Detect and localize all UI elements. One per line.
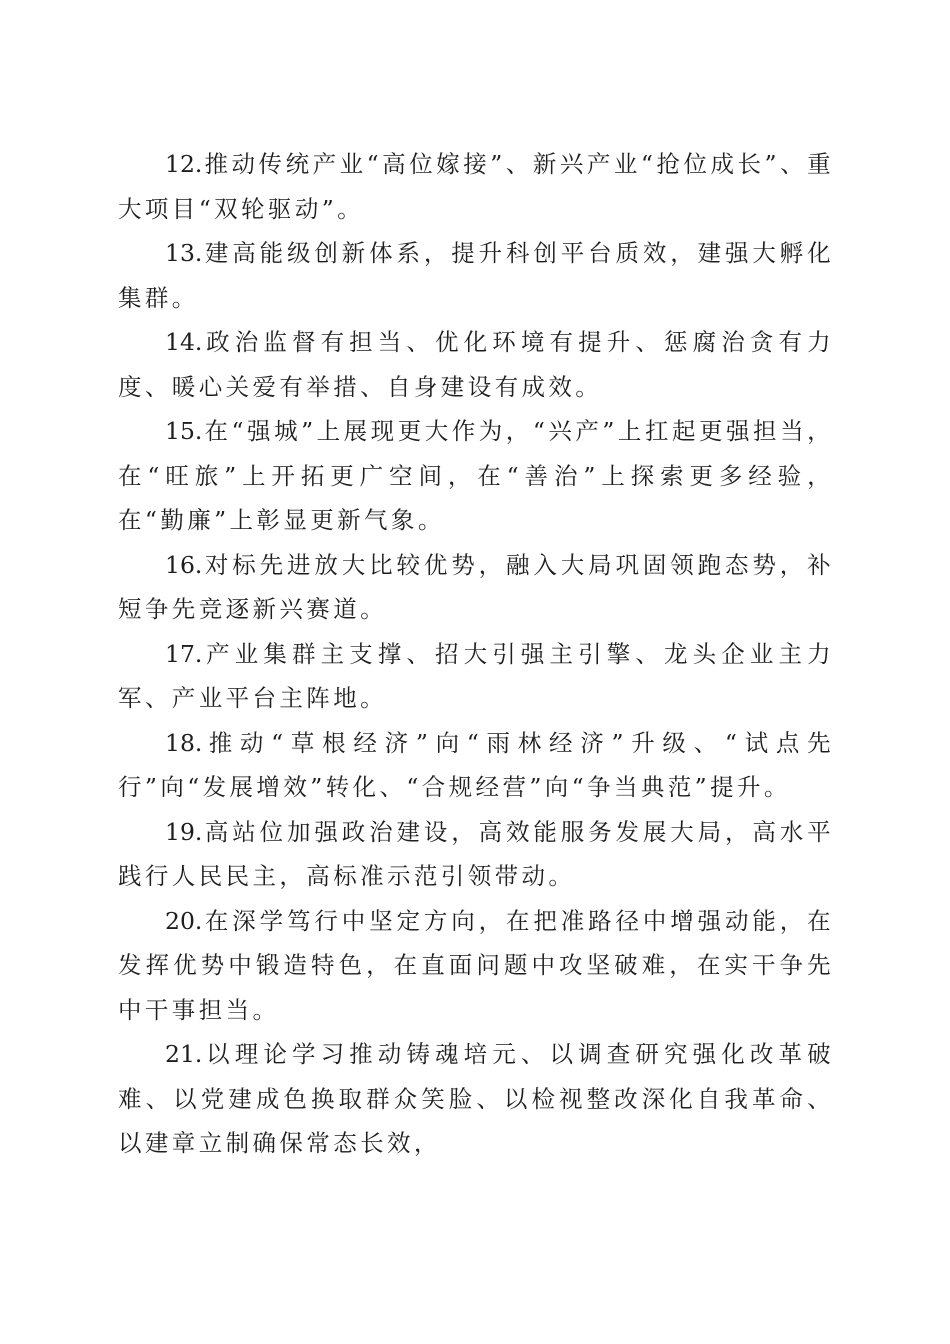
list-item [118,320,834,409]
item-number: 18. [165,728,203,757]
item-number: 19. [165,817,203,846]
item-text: 推动“草根经济”向“雨林经济”升级、“试点先行”向“发展增效”转化、“合规经营”向“争当典范”提升。 [118,728,834,801]
item-number: 20. [165,906,203,935]
item-number: 15. [165,417,203,445]
item-number: 17. [165,639,203,668]
item-text: 以理论学习推动铸魂培元、以调查研究强化改革破难、以党建成色换取群众笑脸、以检视整改深化自我革命、以建章立制确保常态长效， [118,1040,834,1157]
item-text: 在深学笃行中坚定方向，在把准路径中增强动能，在发挥优势中锻造特色，在直面问题中攻坚破难，在实干争先中干事担当。 [118,906,834,1024]
document-body [118,142,834,1166]
list-item [118,409,834,543]
item-text: 在“强城”上展现更大作为，“兴产”上扛起更强担当，在“旺旅”上开拓更广空间，在“善治”上探索更多经验，在“勤廉”上彰显更新气象。 [118,417,834,534]
item-number: 21. [165,1040,203,1068]
list-item [118,1032,834,1166]
item-text: 高站位加强政治建设，高效能服务发展大局，高水平践行人民民主，高标准示范引领带动。 [118,817,834,890]
list-item [118,810,834,899]
item-text: 对标先进放大比较优势，融入大局巩固领跑态势，补短争先竞逐新兴赛道。 [118,550,834,623]
item-number: 12. [165,150,203,178]
item-text: 推动传统产业“高位嫁接”、新兴产业“抢位成长”、重大项目“双轮驱动”。 [118,150,834,223]
item-text: 政治监督有担当、优化环境有提升、惩腐治贪有力度、暖心关爱有举措、自身建设有成效。 [118,328,834,401]
item-text: 建高能级创新体系，提升科创平台质效，建强大孵化集群。 [118,239,834,312]
list-item [118,231,834,320]
list-item [118,632,834,721]
list-item [118,899,834,1033]
item-number: 16. [165,550,203,579]
list-item [118,543,834,632]
item-text: 产业集群主支撑、招大引强主引擎、龙头企业主力军、产业平台主阵地。 [118,639,834,712]
item-number: 13. [165,239,203,267]
list-item [118,721,834,810]
item-number: 14. [165,328,203,356]
list-item [118,142,834,231]
